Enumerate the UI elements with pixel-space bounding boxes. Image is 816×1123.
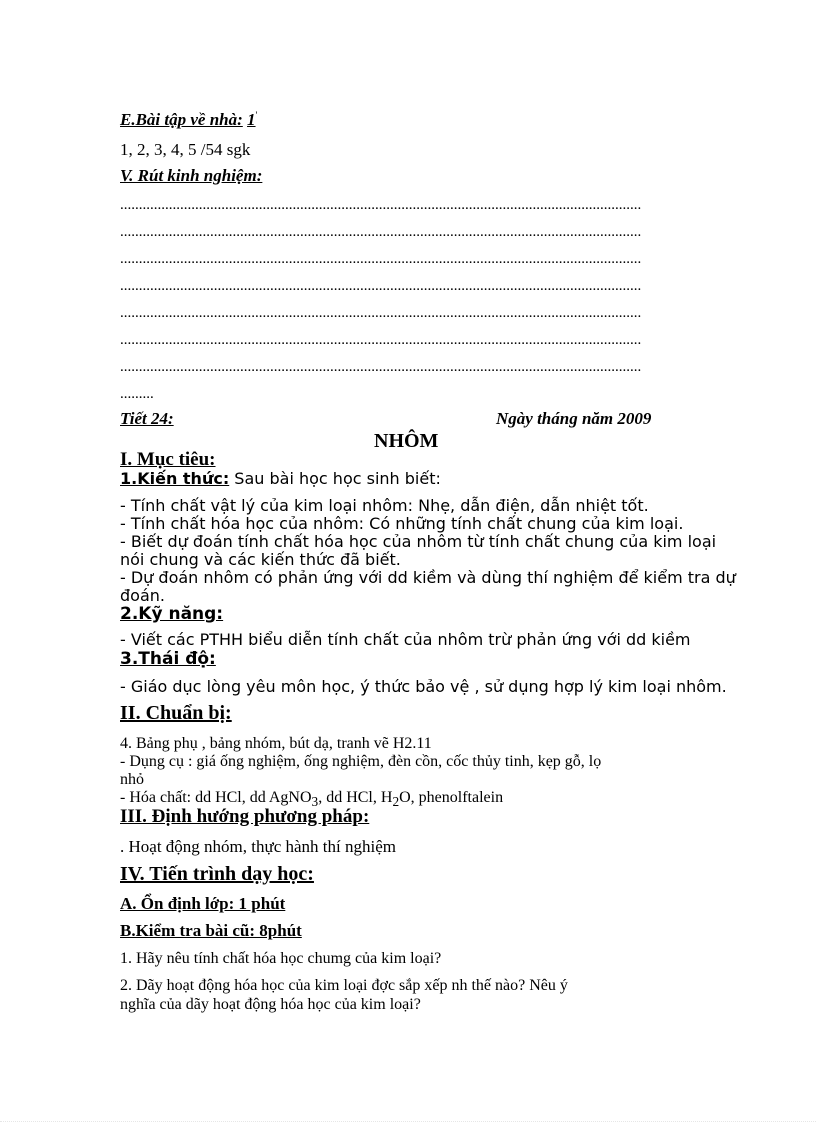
knowledge-item: - Dự đoán nhôm có phản ứng với dd kiềm và dùng thí nghiệm để kiểm tra dự <box>120 568 736 587</box>
lesson-date: Ngày tháng năm 2009 <box>496 409 652 428</box>
stabilize-heading: A. Ổn định lớp: 1 phút <box>120 894 286 913</box>
knowledge-item: - Tính chất hóa học của nhôm: Có những tính chất chung của kim loại. <box>120 514 684 533</box>
experience-line: ......... <box>120 387 154 402</box>
preparation-item: nhỏ <box>120 771 144 788</box>
experience-line: ........................................................................................................................................... <box>120 306 642 321</box>
method-heading: III. Định hướng phương pháp: <box>120 806 370 827</box>
chemicals-post: O, phenolftalein <box>399 789 504 806</box>
knowledge-row <box>120 469 441 488</box>
attitude-text: - Giáo dục lòng yêu môn học, ý thức bảo vệ , sử dụng hợp lý kim loại nhôm. <box>120 677 727 696</box>
lesson-period: Tiết 24: <box>120 409 174 428</box>
skill-label: 2.Kỹ năng: <box>120 604 224 624</box>
knowledge-intro: Sau bài học học sinh biết: <box>229 469 441 488</box>
experience-line: ........................................................................................................................................... <box>120 279 642 294</box>
homework-text: 1, 2, 3, 4, 5 /54 sgk <box>120 140 251 159</box>
homework-heading: E.Bài tập về nhà: <box>120 110 243 129</box>
knowledge-item: - Biết dự đoán tính chất hóa học của nhôm từ tính chất chung của kim loại <box>120 532 717 551</box>
experience-line: ........................................................................................................................................... <box>120 252 642 267</box>
experience-line: ........................................................................................................................................... <box>120 333 642 348</box>
knowledge-item: đoán. <box>120 586 165 605</box>
knowledge-item: - Tính chất vật lý của kim loại nhôm: Nhẹ, dẫn điện, dẫn nhiệt tốt. <box>120 496 649 515</box>
attitude-label: 3.Thái độ: <box>120 649 216 669</box>
chemicals-pre: - Hóa chất: dd HCl, dd AgNO <box>120 789 312 806</box>
question-cont: nghĩa của dãy hoạt động hóa học của kim loại? <box>120 996 421 1013</box>
lesson-title: NHÔM <box>374 430 439 452</box>
preparation-item: 4. Bảng phụ , bảng nhóm, bút dạ, tranh vẽ H2.11 <box>120 735 432 752</box>
experience-line: ........................................................................................................................................... <box>120 360 642 375</box>
chemicals-sub: 2 <box>392 794 400 810</box>
skill-text: - Viết các PTHH biểu diễn tính chất của nhôm trừ phản ứng với dd kiềm <box>120 630 691 649</box>
process-heading: IV. Tiến trình dạy học: <box>120 863 314 885</box>
experience-line: ........................................................................................................................................... <box>120 225 642 240</box>
check-heading: B.Kiểm tra bài cũ: 8phút <box>120 921 302 940</box>
objectives-heading: I. Mục tiêu: <box>120 449 216 470</box>
question: 1. Hãy nêu tính chất hóa học chumg của kim loại? <box>120 950 442 967</box>
homework-heading-row: E.Bài tập về nhà: 1' <box>120 110 258 129</box>
method-text: . Hoạt động nhóm, thực hành thí nghiệm <box>120 837 396 856</box>
page-bottom-border <box>0 1121 816 1122</box>
chemicals-mid: , dd HCl, H <box>318 789 393 806</box>
preparation-heading: II. Chuẩn bị: <box>120 702 232 724</box>
knowledge-item: nói chung và các kiến thức đã biết. <box>120 550 401 569</box>
knowledge-label: 1.Kiến thức: <box>120 469 230 488</box>
homework-time: 1 <box>247 110 256 129</box>
chemicals-sub: 3 <box>311 794 319 810</box>
experience-heading: V. Rút kinh nghiệm: <box>120 166 263 185</box>
experience-line: ........................................................................................................................................... <box>120 198 642 213</box>
preparation-item: - Dụng cụ : giá ống nghiệm, ống nghiệm, đèn cồn, cốc thủy tinh, kẹp gỗ, lọ <box>120 753 602 770</box>
question: 2. Dãy hoạt động hóa học của kim loại đợc sắp xếp nh thế nào? Nêu ý <box>120 977 568 994</box>
